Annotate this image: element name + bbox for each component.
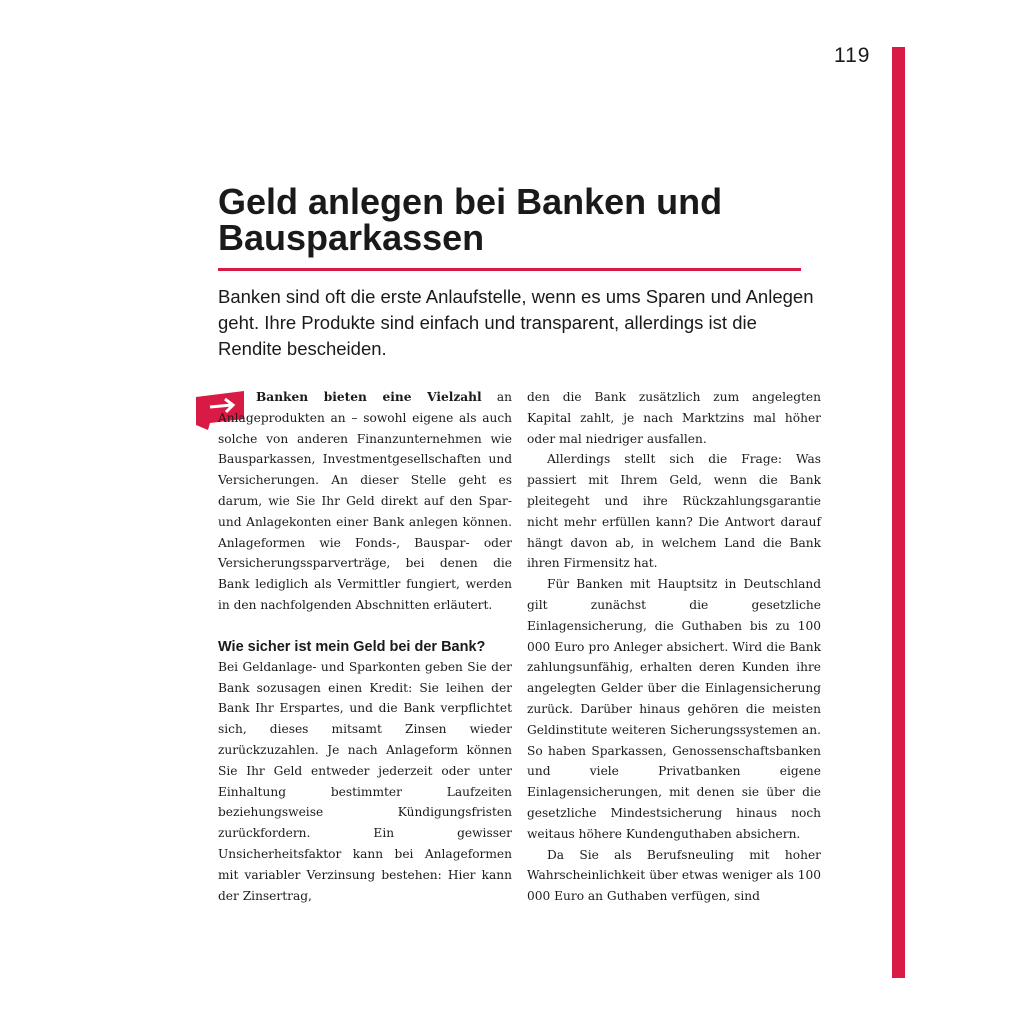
body-paragraph: Da Sie als Berufsneuling mit hoher Wahrscheinlichkeit über etwas weniger als 100 000 Euro an Guthaben verfügen, sind: [527, 847, 821, 904]
page-number: 119: [834, 44, 871, 67]
left-column: [218, 387, 512, 906]
section-subheading: Wie sicher ist mein Geld bei der Bank?: [218, 638, 486, 655]
title-rule: [218, 268, 801, 271]
lead-text: an Anlageprodukten an – sowohl eigene als auch solche von anderen Finanzunternehmen wie Bausparkassen, Investmentgesellschaften und Versicherungen. An dieser Stelle geht es darum, wie Sie Ihr Geld direkt auf den Spar- und Anlagekonten einer Bank anlegen können. Anlageformen wie Fonds-, Bauspar- oder Versicherungssparverträge, bei denen die Bank lediglich als Vermittler fungiert, werden in den nachfolgenden Abschnitten erläutert.: [218, 390, 512, 612]
lead-bold-text: Banken bieten eine Vielzahl: [256, 390, 482, 404]
side-accent-bar: [892, 47, 905, 978]
intro-text: Banken sind oft die erste Anlaufstelle, wenn es ums Sparen und Anlegen geht. Ihre Produkte sind einfach und transparent, allerdings ist die Rendite bescheiden.: [218, 286, 814, 359]
lead-paragraph: [218, 387, 512, 616]
body-paragraph: den die Bank zusätzlich zum angelegten Kapital zahlt, je nach Marktzins mal höher oder mal niedriger ausfallen.: [527, 390, 821, 446]
page-title: Geld anlegen bei Banken und Bausparkassen: [218, 181, 723, 258]
body-paragraph: Bei Geldanlage- und Sparkonten geben Sie der Bank sozusagen einen Kredit: Sie leihen der Bank Ihr Erspartes, und die Bank verpflichtet sich, dieses mitsamt Zinsen wieder zurückzuzahlen. Je nach Anlageform können Sie Ihr Geld entweder jederzeit oder unter Einhaltung bestimmter Laufzeiten beziehungsweise Kündigungsfristen zurückfordern. Ein gewisser Unsicherheitsfaktor kann bei Anlageformen mit variabler Verzinsung bestehen: Hier kann der Zinsertrag,: [218, 659, 512, 903]
body-paragraph: Für Banken mit Hauptsitz in Deutschland gilt zunächst die gesetzliche Einlagensicherung, die Guthaben bis zu 100 000 Euro pro Anleger absichert. Wird die Bank zahlungsunfähig, erhalten deren Kunden ihre angelegten Gelder über die Einlagensicherung zurück. Darüber hinaus gehören die meisten Geldinstitute weiteren Sicherungssystemen an. So haben Sparkassen, Genossenschaftsbanken und viele Privatbanken eigene Einlagensicherungen, mit denen sie über die gesetzliche Mindestsicherung hinaus noch weitaus höhere Kundenguthaben absichern.: [527, 577, 821, 841]
right-column: [527, 387, 821, 907]
body-paragraph: Allerdings stellt sich die Frage: Was passiert mit Ihrem Geld, wenn die Bank pleitegeht und ihre Rückzahlungsgarantie nicht mehr erfüllen kann? Die Antwort darauf hängt davon ab, in welchem Land die Bank ihren Firmensitz hat.: [527, 452, 821, 571]
